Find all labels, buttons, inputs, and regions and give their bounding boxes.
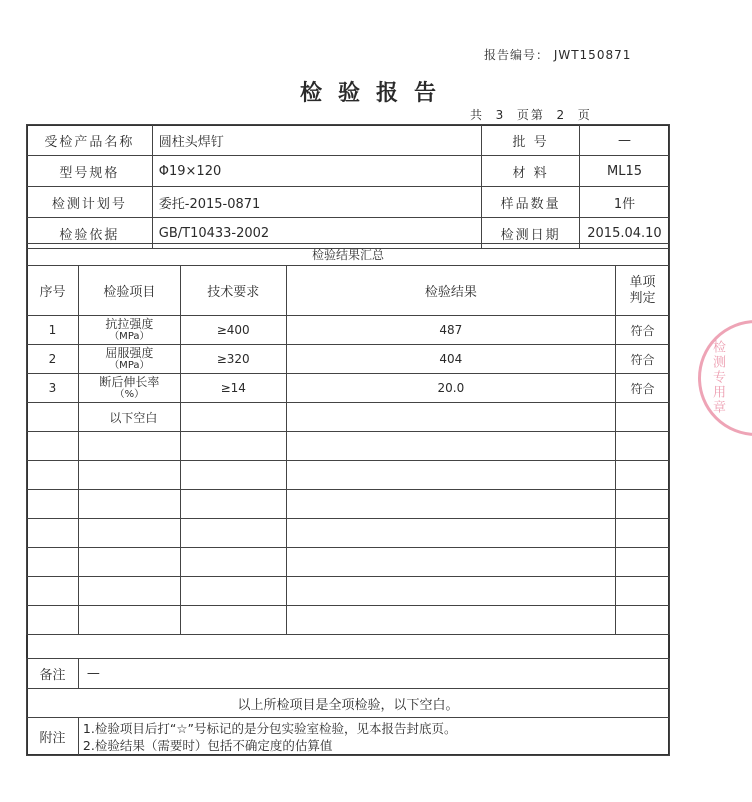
row-item — [78, 374, 180, 403]
row-result: 20.0 — [286, 374, 615, 403]
row-judge: 符合 — [616, 374, 670, 403]
row-req: ≥400 — [180, 316, 286, 345]
col-header-judge: 单项 判定 — [616, 266, 670, 316]
row-item — [78, 345, 180, 374]
material-label: 材 料 — [482, 156, 580, 187]
remark-value: — — [78, 659, 669, 689]
table-row — [27, 403, 670, 432]
appendix-label: 附注 — [27, 718, 79, 756]
col-header-result: 检验结果 — [286, 266, 615, 316]
qty-label: 样品数量 — [482, 187, 580, 218]
row-no: 2 — [27, 345, 79, 374]
table-row — [27, 519, 670, 548]
table-row — [27, 432, 670, 461]
qty-value: 1件 — [579, 187, 669, 218]
row-no: 1 — [27, 316, 79, 345]
appendix-note-2: 2.检验结果（需要时）包括不确定度的估算值 — [82, 737, 333, 753]
table-row — [27, 490, 670, 519]
item-unit: （%） — [114, 388, 145, 400]
report-number: 报告编号： JWT150871 — [484, 48, 632, 62]
page-count: 共 3 页第 2 页 — [470, 108, 592, 122]
basis-value: GB/T10433-2002 — [152, 218, 481, 249]
item-name: 断后伸长率 — [99, 374, 160, 389]
plan-label: 检测计划号 — [27, 187, 153, 218]
remark-label: 备注 — [27, 659, 79, 689]
page-title: 检验报告 — [299, 80, 452, 106]
plan-value: 委托-2015-0871 — [152, 187, 481, 218]
row-result: 487 — [286, 316, 615, 345]
product-info-table — [26, 124, 670, 249]
row-no: 3 — [27, 374, 79, 403]
batch-value: — — [579, 125, 669, 156]
appendix-notes — [78, 718, 669, 756]
row-req: ≥320 — [180, 345, 286, 374]
appendix-note-1: 1.检验项目后打“☆”号标记的是分包实验室检验，见本报告封底页。 — [82, 720, 457, 736]
date-value: 2015.04.10 — [579, 218, 669, 249]
batch-label: 批 号 — [482, 125, 580, 156]
product-name-label: 受检产品名称 — [27, 125, 153, 156]
item-name: 抗拉强度 — [105, 316, 154, 331]
col-header-item: 检验项目 — [78, 266, 180, 316]
row-item — [78, 316, 180, 345]
item-unit: （MPa） — [109, 330, 150, 342]
table-row — [27, 316, 670, 345]
table-row — [27, 606, 670, 635]
table-row — [27, 461, 670, 490]
model-value: Φ19×120 — [152, 156, 481, 187]
model-label: 型号规格 — [27, 156, 153, 187]
table-row — [27, 374, 670, 403]
table-row — [27, 577, 670, 606]
date-label: 检测日期 — [482, 218, 580, 249]
product-name-value: 圆柱头焊钉 — [152, 125, 481, 156]
seal-text: 检测专用章 — [710, 340, 725, 415]
item-name: 屈服强度 — [105, 345, 154, 360]
results-summary-title: 检验结果汇总 — [27, 244, 670, 266]
col-header-no: 序号 — [27, 266, 79, 316]
basis-label: 检验依据 — [27, 218, 153, 249]
table-row — [27, 345, 670, 374]
blank-note: 以下空白 — [78, 403, 180, 432]
material-value: ML15 — [579, 156, 669, 187]
all-items-note: 以上所检项目是全项检验，以下空白。 — [27, 689, 670, 718]
footer-table — [26, 658, 670, 756]
row-req: ≥14 — [180, 374, 286, 403]
col-header-req: 技术要求 — [180, 266, 286, 316]
item-unit: （MPa） — [109, 359, 150, 371]
row-judge: 符合 — [616, 345, 670, 374]
table-row — [27, 548, 670, 577]
row-result: 404 — [286, 345, 615, 374]
results-table — [26, 243, 670, 635]
row-judge: 符合 — [616, 316, 670, 345]
